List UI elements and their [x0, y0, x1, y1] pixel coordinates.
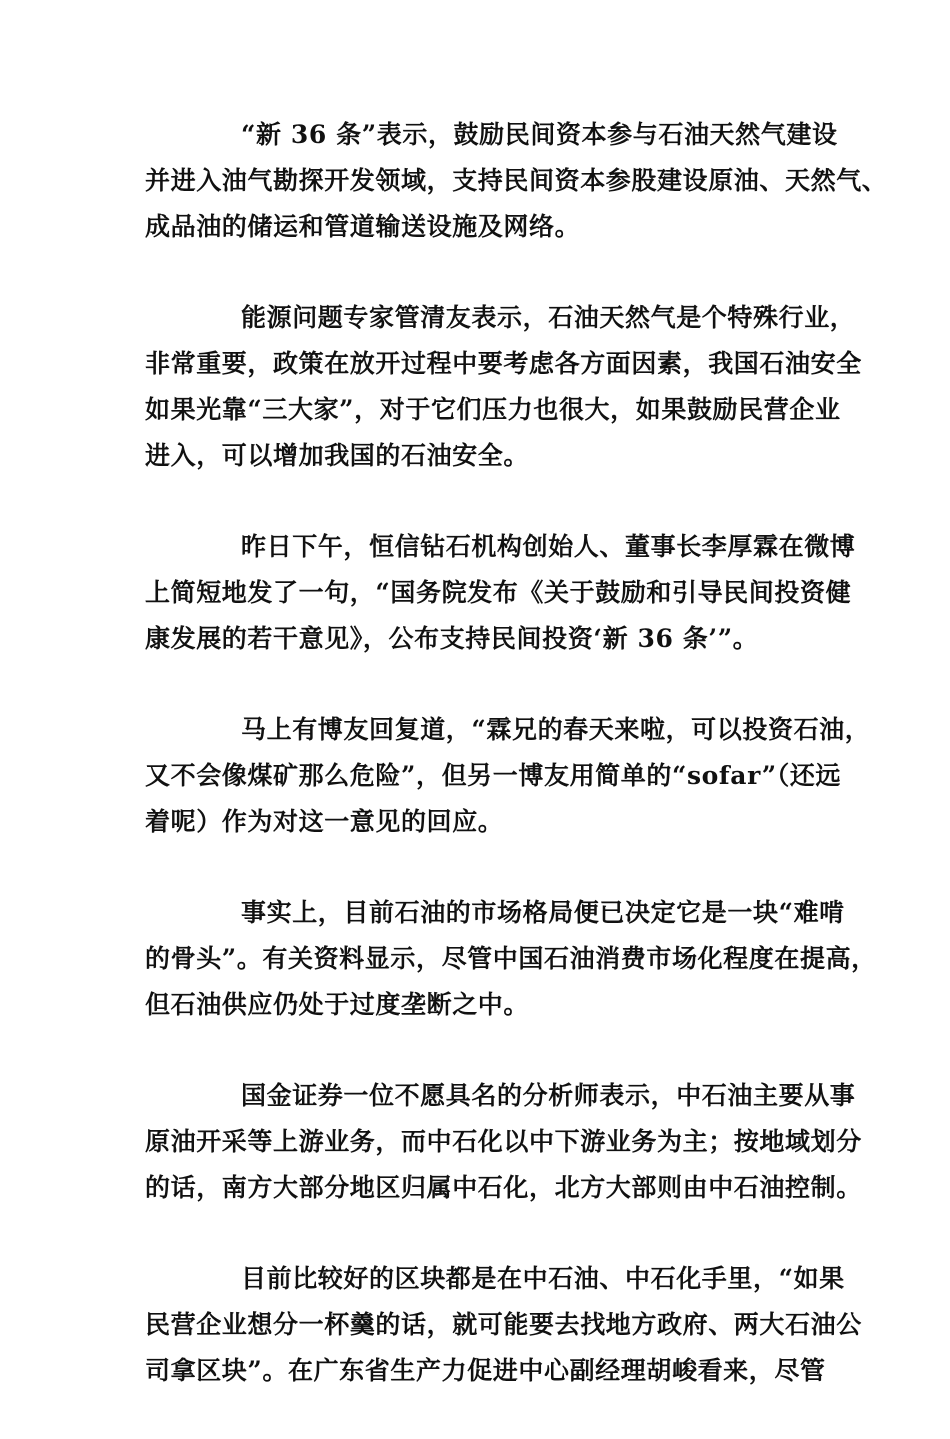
text-line: 国金证券一位不愿具名的分析师表示，中石油主要从事	[241, 1081, 856, 1110]
text-line: 的话，南方大部分地区归属中石化，北方大部则由中石油控制。	[145, 1173, 862, 1202]
text-line: 并进入油气勘探开发领域，支持民间资本参股建设原油、天然气、	[145, 166, 888, 195]
article-body	[145, 112, 888, 1439]
text-line: 但石油供应仍处于过度垄断之中。	[145, 990, 530, 1019]
text-line: 上简短地发了一句，“国务院发布《关于鼓励和引导民间投资健	[145, 578, 852, 607]
text-line: 民营企业想分一杯羹的话，就可能要去找地方政府、两大石油公	[145, 1310, 862, 1339]
paragraph-6	[145, 1073, 862, 1211]
text-line: 目前比较好的区块都是在中石油、中石化手里，“如果	[241, 1264, 845, 1293]
paragraph-5	[145, 890, 877, 1028]
paragraph-7	[145, 1256, 862, 1394]
text-line: 昨日下午，恒信钻石机构创始人、董事长李厚霖在微博	[241, 532, 856, 561]
paragraph-1	[145, 112, 888, 250]
text-line: 又不会像煤矿那么危险”，但另一博友用简单的“sofar”（还远	[145, 761, 842, 790]
text-line: “新 36 条”表示，鼓励民间资本参与石油天然气建设	[241, 120, 838, 149]
text-line: 事实上，目前石油的市场格局便已决定它是一块“难啃	[241, 898, 845, 927]
text-line: 司拿区块”。在广东省生产力促进中心副经理胡峻看来，尽管	[145, 1356, 826, 1385]
text-line: 非常重要，政策在放开过程中要考虑各方面因素，我国石油安全	[145, 349, 862, 378]
paragraph-4	[145, 707, 871, 845]
text-line: 能源问题专家管清友表示，石油天然气是个特殊行业，	[241, 303, 856, 332]
text-line: 进入，可以增加我国的石油安全。	[145, 441, 530, 470]
paragraph-3	[145, 524, 856, 662]
text-line: 的骨头”。有关资料显示，尽管中国石油消费市场化程度在提高，	[145, 944, 877, 973]
text-line: 如果光靠“三大家”，对于它们压力也很大，如果鼓励民营企业	[145, 395, 841, 424]
text-line: 康发展的若干意见》，公布支持民间投资‘新 36 条’”。	[145, 624, 759, 653]
text-line: 成品油的储运和管道输送设施及网络。	[145, 212, 581, 241]
text-line: 原油开采等上游业务，而中石化以中下游业务为主；按地域划分	[145, 1127, 862, 1156]
paragraph-2	[145, 295, 862, 479]
text-line: 马上有博友回复道，“霖兄的春天来啦，可以投资石油，	[241, 715, 871, 744]
text-line: 着呢）作为对这一意见的回应。	[145, 807, 504, 836]
